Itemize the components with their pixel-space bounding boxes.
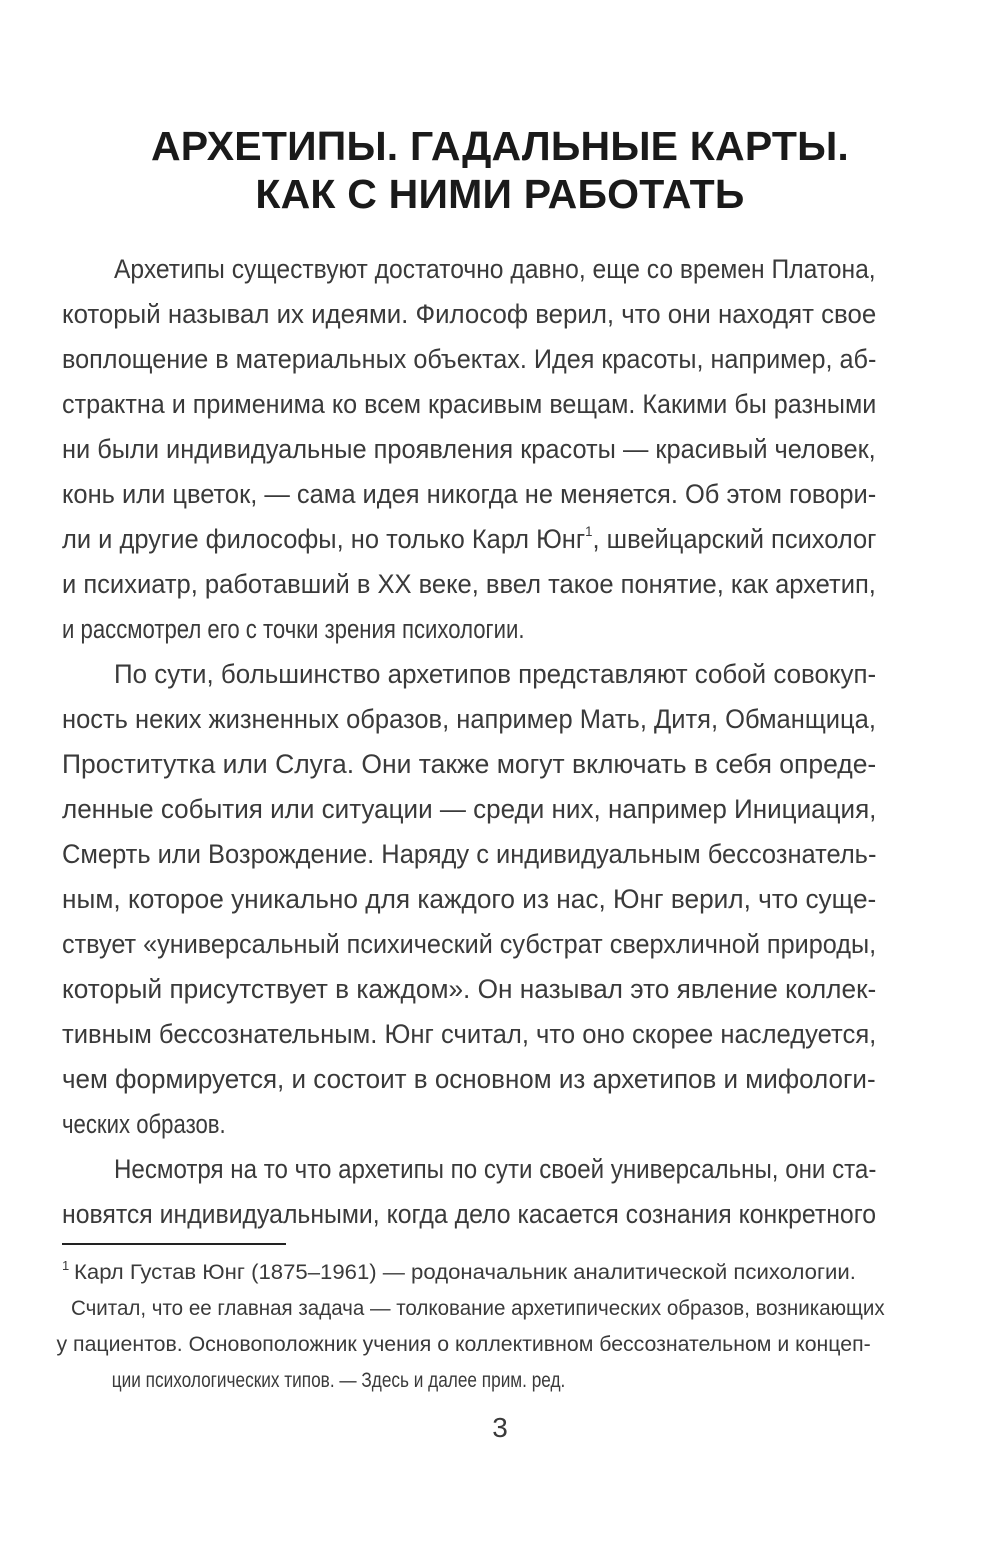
body-line: конь или цветок, — сама идея никогда не меняется. Об этом говори- (62, 479, 877, 509)
footnote-line: Карл Густав Юнг (1875–1961) — родоначальник аналитической психологии. (74, 1261, 856, 1284)
chapter-title-line-1: АРХЕТИПЫ. ГАДАЛЬНЫЕ КАРТЫ. (150, 123, 850, 169)
body-line: новятся индивидуальными, когда дело касается сознания конкретного (62, 1199, 877, 1229)
body-line: тивным бессознательным. Юнг считал, что оно скорее наследуется, (62, 1019, 877, 1049)
footnote-line: у пациентов. Основоположник учения о коллективном бессознательном и концеп- (56, 1333, 871, 1356)
body-line: который присутствует в каждом». Он называл это явление коллек- (62, 974, 877, 1004)
body-line: Смерть или Возрождение. Наряду с индивидуальным бессознатель- (62, 839, 877, 869)
body-line-with-footnote (62, 523, 877, 554)
body-line: который называл их идеями. Философ верил, что они находят свое (62, 299, 877, 329)
body-line: Несмотря на то что архетипы по сути своей универсальны, они ста- (114, 1154, 877, 1184)
chapter-title-line-2: КАК С НИМИ РАБОТАТЬ (255, 171, 745, 217)
body-line: ствует «универсальный психический субстрат сверхличной природы, (62, 929, 877, 959)
body-line: По сути, большинство архетипов представляют собой совокуп- (114, 659, 877, 689)
body-line: ческих образов. (62, 1109, 226, 1139)
page-number: 3 (492, 1412, 508, 1443)
footnote-separator (62, 1243, 286, 1245)
body-line: ность неких жизненных образов, например Мать, Дитя, Обманщица, (62, 704, 876, 734)
body-line: чем формируется, и состоит в основном из архетипов и мифологи- (62, 1064, 876, 1094)
body-line: ни были индивидуальные проявления красоты — красивый человек, (62, 434, 876, 464)
body-line: воплощение в материальных объектах. Идея красоты, например, аб- (62, 344, 877, 374)
footnote-line: Считал, что ее главная задача — толкование архетипических образов, возникающих (70, 1297, 885, 1320)
footnote-marker: 1 (62, 1258, 70, 1273)
body-line: ным, которое уникально для каждого из нас, Юнг верил, что суще- (62, 884, 877, 914)
body-line: и рассмотрел его с точки зрения психологии. (62, 614, 525, 644)
body-line: страктна и применима ко всем красивым вещам. Какими бы разными (62, 389, 877, 419)
body-text: , швейцарский психолог (592, 524, 877, 554)
footnote-reference[interactable]: 1 (585, 523, 593, 539)
body-line: Архетипы существуют достаточно давно, еще со времен Платона, (114, 254, 876, 284)
body-line: Проститутка или Слуга. Они также могут включать в себя опреде- (62, 749, 877, 779)
body-text: ли и другие философы, но только Карл Юнг (62, 524, 586, 554)
footnote-line: ции психологических типов. — Здесь и далее прим. ред. (111, 1369, 566, 1392)
body-line: ленные события или ситуации — среди них, например Инициация, (62, 794, 877, 824)
body-line: и психиатр, работавший в XX веке, ввел такое понятие, как архетип, (62, 569, 876, 599)
